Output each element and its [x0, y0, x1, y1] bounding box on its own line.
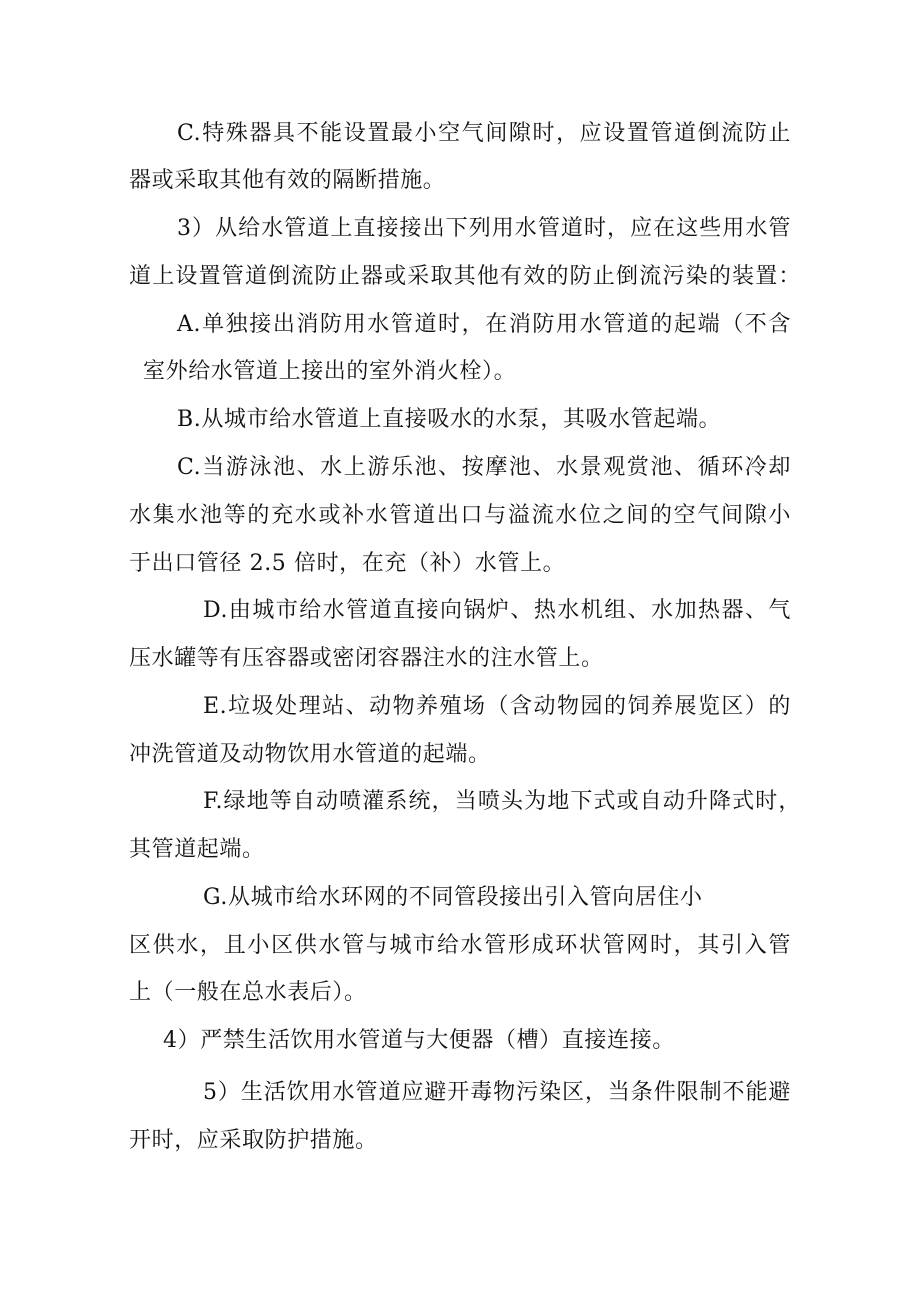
text-line: 区供水，且小区供水管与城市给水管形成环状管网时，其引入管	[129, 933, 791, 958]
text-line: G.从城市给水环网的不同管段接出引入管向居住小	[203, 885, 703, 910]
text-line: 道上设置管道倒流防止器或采取其他有效的防止倒流污染的装置：	[129, 264, 801, 289]
text-line: 水集水池等的充水或补水管道出口与溢流水位之间的空气间隙小	[129, 503, 791, 528]
text-line: 器或采取其他有效的隔断措施。	[129, 168, 446, 193]
text-line: 冲洗管道及动物饮用水管道的起端。	[129, 742, 491, 767]
text-line: E.垃圾处理站、动物养殖场（含动物园的饲养展览区）的	[203, 694, 791, 719]
text-line: 室外给水管道上接出的室外消火栓）。	[143, 359, 517, 384]
text-line: 开时，应采取防护措施。	[129, 1128, 378, 1153]
text-line: C.特殊器具不能设置最小空气间隙时，应设置管道倒流防止	[177, 121, 791, 146]
text-line: 上（一般在总水表后）。	[129, 980, 367, 1005]
text-line: F.绿地等自动喷灌系统，当喷头为地下式或自动升降式时，	[203, 789, 801, 814]
text-line: 压水罐等有压容器或密闭容器注水的注水管上。	[129, 646, 604, 671]
text-line: 于出口管径 2.5 倍时，在充（补）水管上。	[129, 551, 566, 576]
text-line: 4）严禁生活饮用水管道与大便器（槽）直接连接。	[163, 1028, 675, 1053]
text-line: A.单独接出消防用水管道时，在消防用水管道的起端（不含	[177, 312, 791, 337]
text-line: D.由城市给水管道直接向锅炉、热水机组、水加热器、气	[203, 598, 791, 623]
text-line: 3）从给水管道上直接接出下列用水管道时，应在这些用水管	[177, 216, 791, 241]
text-line: 5）生活饮用水管道应避开毒物污染区，当条件限制不能避	[203, 1080, 791, 1105]
text-line: B.从城市给水管道上直接吸水的水泵，其吸水管起端。	[177, 407, 722, 432]
text-line: C.当游泳池、水上游乐池、按摩池、水景观赏池、循环冷却	[177, 455, 791, 480]
text-line: 其管道起端。	[129, 837, 265, 862]
